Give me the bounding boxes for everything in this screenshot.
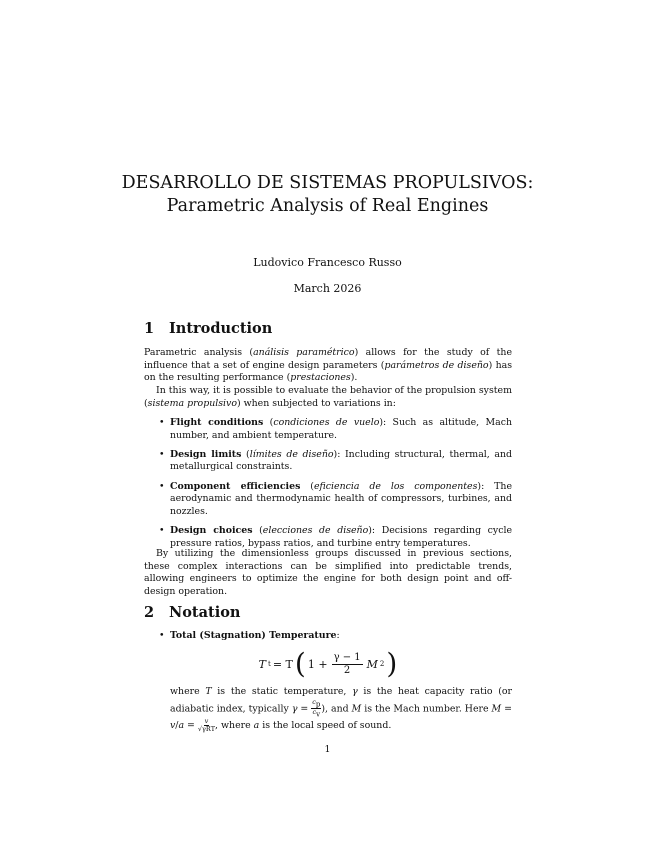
section-title: Notation [169,604,241,621]
list-item: • Total (Stagnation) Temperature: [159,630,340,641]
list-item: • Design choices (elecciones de diseño): Decisions regarding cycle pressure ratios, bypass ratios, and turbine entry temperatures. [159,524,513,549]
section-heading-notation [144,604,512,621]
bullet-icon: • [159,524,165,536]
notation-list [144,630,512,643]
page-number: 1 [324,744,331,755]
total-temperature-equation: T t = T ( 1 + $\frac{\gamma - 1}{2}$ M 2 ) [258,647,398,680]
section-number: 2 [144,604,155,621]
list-item: • Flight conditions (condiciones de vuelo): Such as altitude, Mach number, and ambient temperature. [159,417,512,441]
intro-paragraph-3: By utilizing the dimensionless groups discussed in previous sections, these complex interactions can be simplified into predictable trends, allowing engineers to optimize the engine for both design point and off-design operation. [144,548,512,597]
bullet-icon: • [159,630,165,641]
section-heading-introduction [144,320,512,337]
paper-date: March 2026 [293,282,362,295]
section-number: 1 [144,320,155,337]
bullet-icon: • [159,448,165,460]
author-name: Ludovico Francesco Russo [253,256,402,269]
paper-title: DESARROLLO DE SISTEMAS PROPULSIVOS: Parametric Analysis of Real Engines [121,173,534,216]
list-item: • Component efficiencies (eficiencia de los componentes): The aerodynamic and thermodynamic health of compressors, turbines, and nozzles. [159,480,513,517]
intro-paragraph-1: Parametric analysis (análisis paramétrico) allows for the study of the influence that a set of engine design parameters (parámetros de diseño) has on the resulting performance (prestaciones). [144,347,513,384]
bullet-icon: • [159,417,165,428]
notation-explanation: where T is the static temperature, γ is the heat capacity ratio (or adiabatic index, typically γ = $\frac{c_p}{c_v}$ ), and M is the Mach number. Here M = v/a = $\frac{v}{\text{√γRT}}$ , where a is the local speed of sound. [170,686,513,734]
bullet-icon: • [159,480,165,492]
variation-list [144,417,512,557]
section-title: Introduction [169,320,273,337]
intro-paragraph-2: In this way, it is possible to evaluate the behavior of the propulsion system (sistema propulsivo) when subjected to variations in: [144,385,512,409]
list-item: • Design limits (límites de diseño): Including structural, thermal, and metallurgical constraints. [159,448,512,473]
